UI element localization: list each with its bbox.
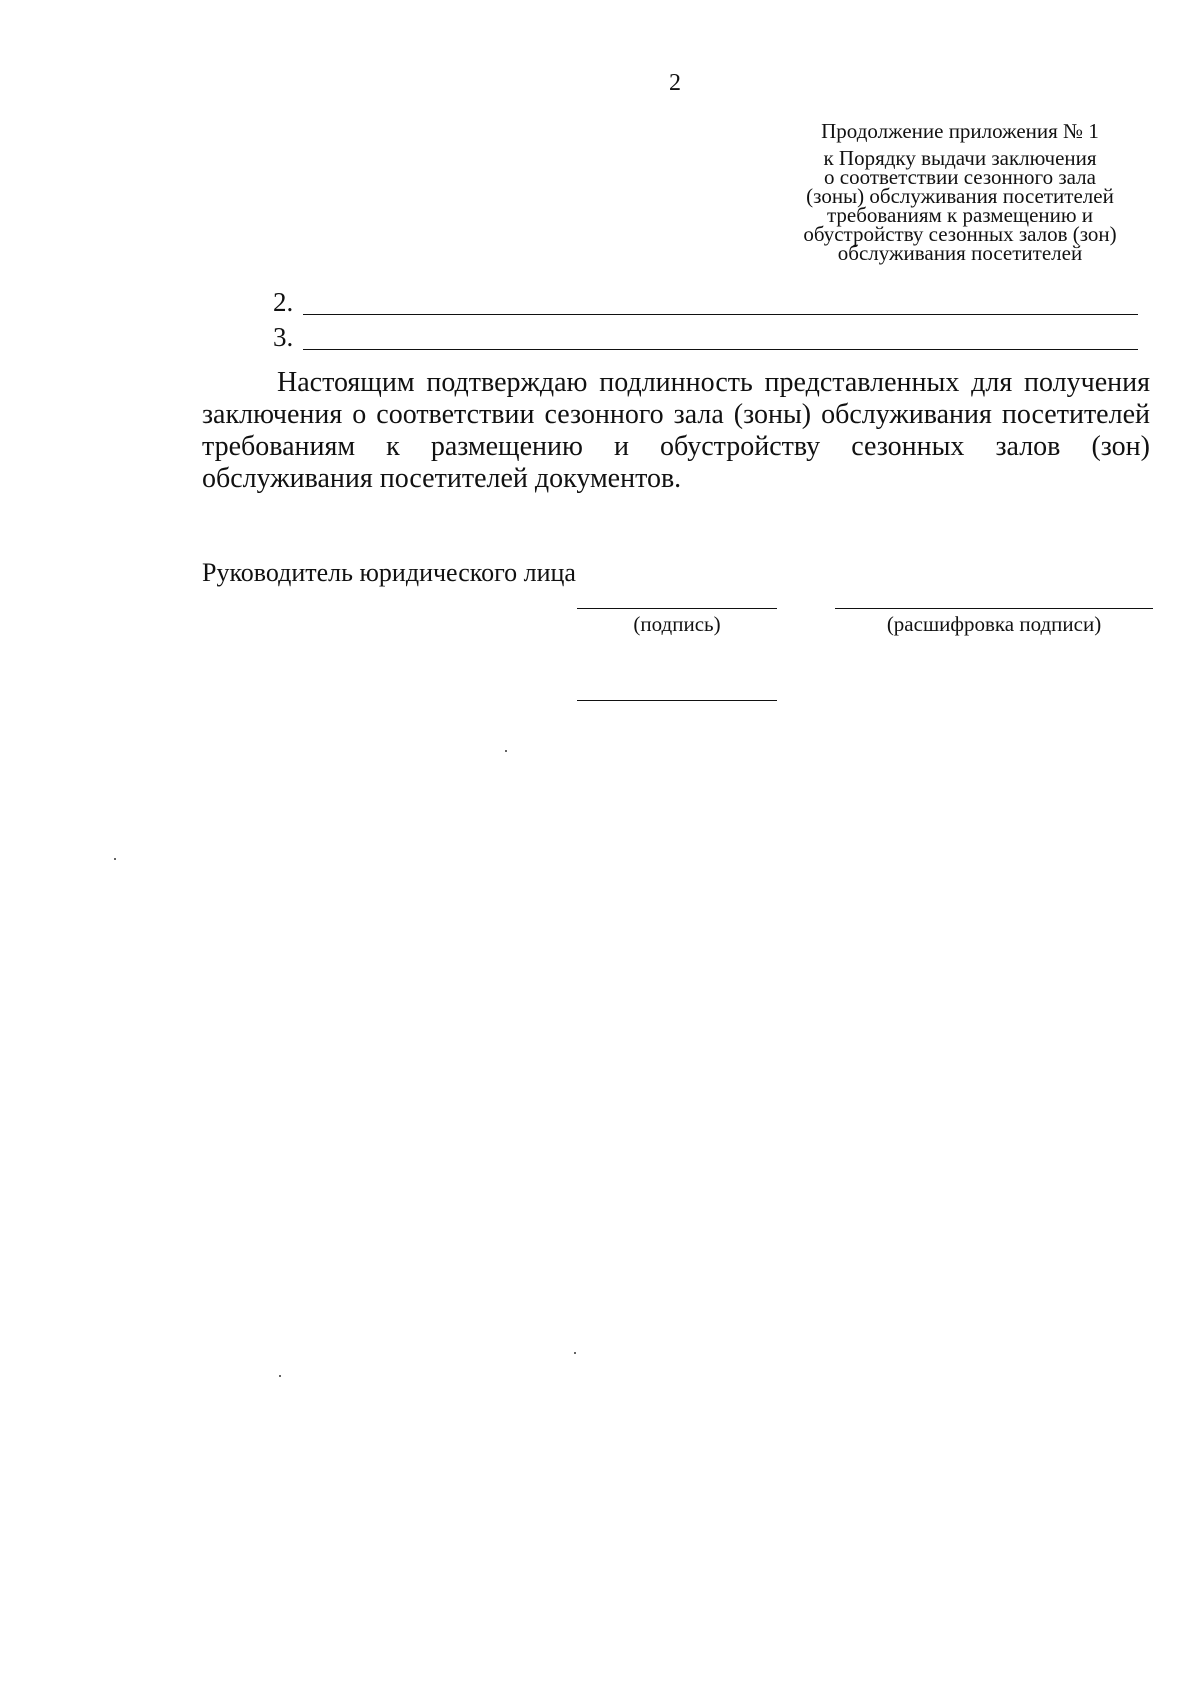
scan-speck	[505, 750, 507, 752]
appendix-header-line: о соответствии сезонного зала	[824, 165, 1096, 189]
appendix-header-line: (зоны) обслуживания посетителей	[806, 184, 1114, 208]
list-item-number: 3.	[273, 322, 294, 352]
appendix-header	[770, 119, 1150, 265]
signature-line[interactable]	[577, 608, 777, 609]
appendix-header-line: требованиям к размещению и	[826, 203, 1094, 227]
signature-decode-line[interactable]	[835, 608, 1153, 609]
signer-label: Руководитель юридического лица	[202, 558, 576, 587]
signature-caption: (подпись)	[633, 612, 721, 636]
scan-speck	[574, 1352, 576, 1354]
page-number: 2	[669, 70, 681, 96]
appendix-header-line: Продолжение приложения № 1	[821, 119, 1099, 143]
scan-speck	[114, 858, 116, 860]
appendix-header-line: обустройству сезонных залов (зон)	[803, 222, 1117, 246]
appendix-header-line: к Порядку выдачи заключения	[823, 146, 1097, 170]
fill-in-line[interactable]	[303, 294, 1138, 315]
fill-in-line[interactable]	[303, 329, 1138, 350]
confirmation-paragraph: Настоящим подтверждаю подлинность представленных для получения заключения о соответствии сезонного зала (зоны) обслуживания посетителей требованиям к размещению и обустройству сезонных залов (зон) обслуживания посетителей документов.	[202, 367, 1150, 494]
document-list-item	[273, 287, 1138, 317]
date-line[interactable]	[577, 700, 777, 701]
list-item-number: 2.	[273, 287, 294, 317]
appendix-header-line: обслуживания посетителей	[837, 241, 1083, 265]
scan-speck	[279, 1375, 281, 1377]
document-list-item	[273, 322, 1138, 352]
signature-decode-caption: (расшифровка подписи)	[886, 612, 1102, 636]
